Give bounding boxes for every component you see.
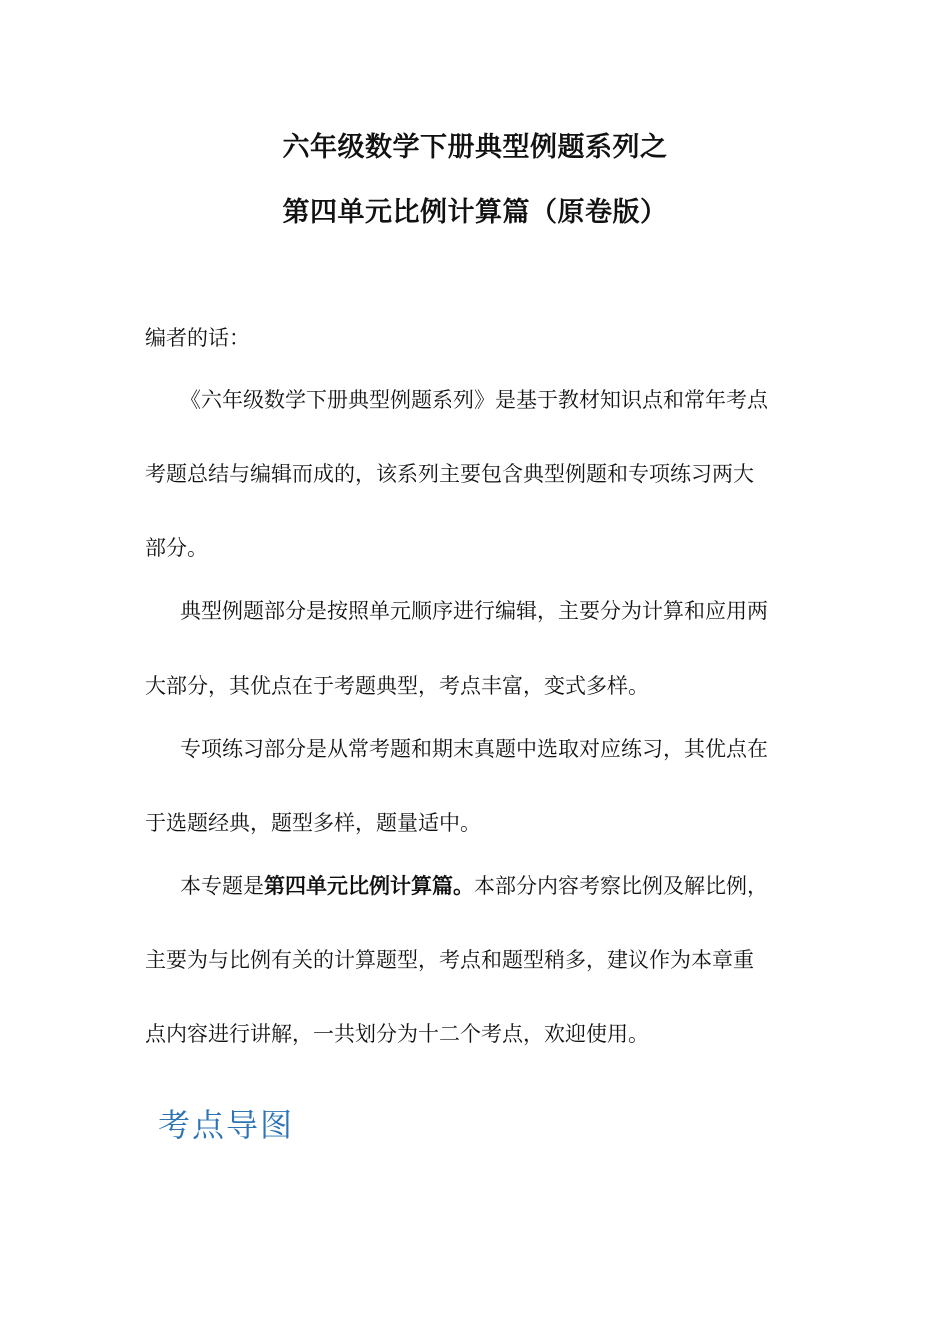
paragraph-1-line-3: 部分。 <box>145 536 208 560</box>
paragraph-1-line-1: 《六年级数学下册典型例题系列》是基于教材知识点和常年考点 <box>180 388 768 412</box>
paragraph-1-line-2: 考题总结与编辑而成的，该系列主要包含典型例题和专项练习两大 <box>145 462 754 486</box>
paragraph-3-line-2: 于选题经典，题型多样，题量适中。 <box>145 811 481 835</box>
paragraph-4-bold-topic: 第四单元比例计算篇。 <box>264 874 474 898</box>
paragraph-2-line-1: 典型例题部分是按照单元顺序进行编辑，主要分为计算和应用两 <box>180 599 768 623</box>
paragraph-3-line-1: 专项练习部分是从常考题和期末真题中选取对应练习，其优点在 <box>180 737 768 761</box>
section-heading-topic-map: 考点导图 <box>158 1106 295 1144</box>
paragraph-4-suffix: 本部分内容考察比例及解比例， <box>474 874 768 898</box>
paragraph-2-line-2: 大部分，其优点在于考题典型，考点丰富，变式多样。 <box>145 674 649 698</box>
document-title-line-2: 第四单元比例计算篇（原卷版） <box>282 197 668 228</box>
paragraph-4-prefix: 本专题是 <box>180 874 264 898</box>
paragraph-4-line-3: 点内容进行讲解，一共划分为十二个考点，欢迎使用。 <box>145 1022 649 1046</box>
document-title-line-1: 六年级数学下册典型例题系列之 <box>282 132 668 163</box>
paragraph-4-line-1 <box>180 872 768 900</box>
paragraph-4-line-2: 主要为与比例有关的计算题型，考点和题型稍多，建议作为本章重 <box>145 948 754 972</box>
editor-note-label: 编者的话： <box>145 326 250 350</box>
